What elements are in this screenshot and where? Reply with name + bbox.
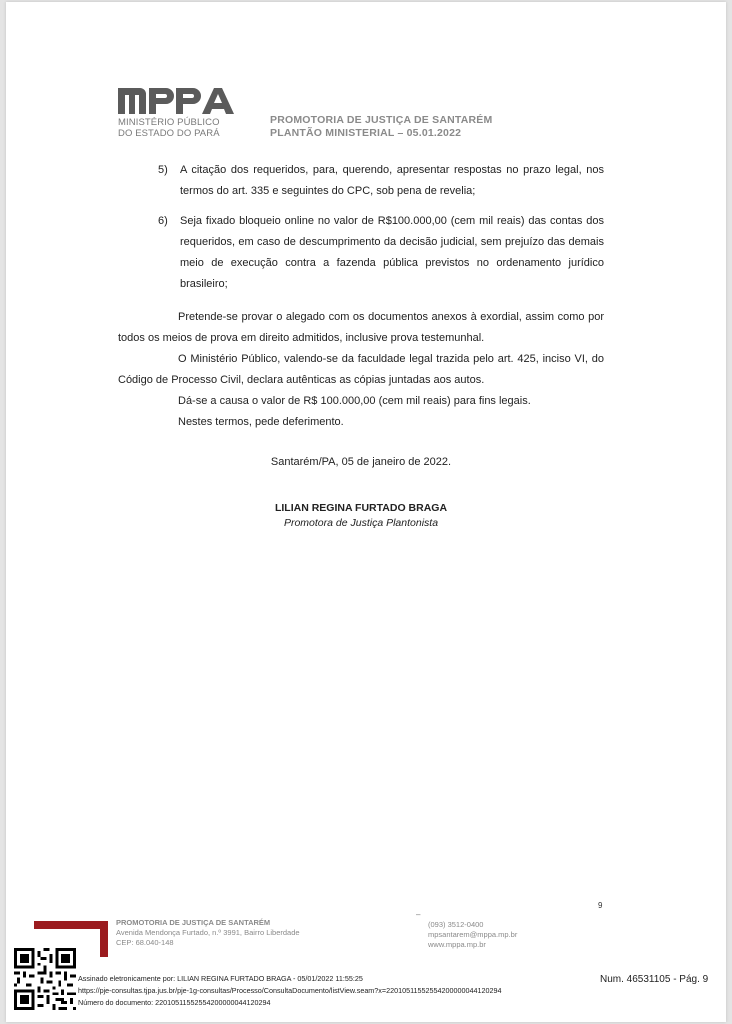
footer-address: Avenida Mendonça Furtado, n.º 3991, Bairro Liberdade [116,928,300,937]
footer-email[interactable]: mpsantarem@mppa.mp.br [428,930,518,939]
electronic-signature-info [78,973,501,1009]
logo-sub-line2: DO ESTADO DO PARÁ [118,128,220,139]
signed-by: Assinado eletronicamente por: LILIAN REGINA FURTADO BRAGA - 05/01/2022 11:55:25 [78,974,363,983]
header-org [270,114,492,140]
list-item-number: 5) [158,164,168,176]
logo-subtitle [118,117,258,139]
footer-cep: CEP: 68.040-148 [116,938,174,947]
footer-website[interactable]: www.mppa.mp.br [428,940,486,949]
signer-role: Promotora de Justiça Plantonista [283,517,439,529]
document-body [118,160,604,530]
footer-contact [428,920,517,950]
footer-dash: – [416,910,421,919]
paragraph-evidence: Pretende-se provar o alegado com os documentos anexos à exordial, assim como por todos os meios de prova em direito admitidos, inclusive prova testemunhal. [118,311,604,344]
document-number: Número do documento: 22010511552554200000044120294 [78,998,271,1007]
qr-code-icon[interactable] [14,948,76,1010]
header-org-line2: PLANTÃO MINISTERIAL – 05.01.2022 [270,127,462,139]
document-page [6,2,726,1022]
list-item [118,211,604,295]
verification-url[interactable]: https://pje-consultas.tjpa.jus.br/pje-1g-consultas/Processo/ConsultaDocumento/listView.seam?x=22010511552554200000044120294 [78,986,502,995]
footer-org [116,918,300,948]
list-item-text: A citação dos requeridos, para, querendo, apresentar respostas no prazo legal, nos termos do art. 335 e seguintes do CPC, sob pena de revelia; [180,164,604,197]
signer-name: LILIAN REGINA FURTADO BRAGA [274,502,448,514]
page-number: 9 [598,901,603,910]
logo-sub-line1: MINISTÉRIO PÚBLICO [118,117,220,128]
document-date: Santarém/PA, 05 de janeiro de 2022. [270,456,452,468]
list-item-text: Seja fixado bloqueio online no valor de R$100.000,00 (cem mil reais) das contas dos requeridos, em caso de descumprimento da decisão judicial, sem prejuízo das demais meio de execução contra a fazenda pública previstos no ordenamento jurídico brasileiro; [180,215,604,290]
footer-phone: (093) 3512-0400 [428,920,484,929]
list-item [118,160,604,202]
paragraph-cause-value: Dá-se a causa o valor de R$ 100.000,00 (cem mil reais) para fins legais. [178,395,531,407]
footer-org-name: PROMOTORIA DE JUSTIÇA DE SANTARÉM [116,918,271,927]
header-org-line1: PROMOTORIA DE JUSTIÇA DE SANTARÉM [270,114,493,126]
num-page-label: Num. 46531105 - Pág. 9 [600,974,709,985]
paragraph-closing: Nestes termos, pede deferimento. [178,416,344,428]
list-item-number: 6) [158,215,168,227]
paragraph-authenticity: O Ministério Público, valendo-se da faculdade legal trazida pelo art. 425, inciso VI, do Código de Processo Civil, declara autênticas as cópias juntadas aos autos. [118,353,604,386]
